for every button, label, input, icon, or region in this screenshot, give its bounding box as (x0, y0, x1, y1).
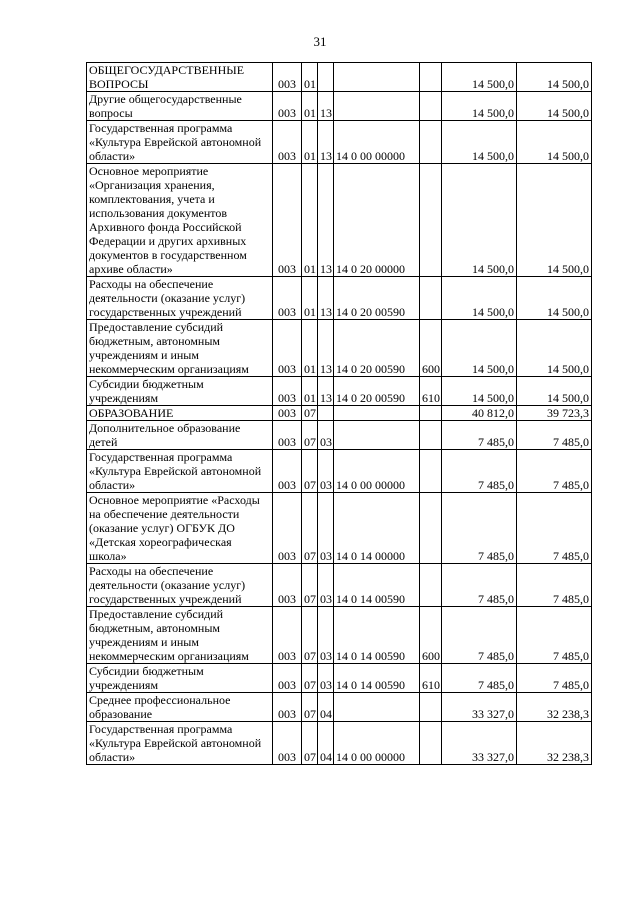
table-row (87, 564, 592, 607)
row-subsection-code (318, 406, 334, 421)
row-subsection-code: 13 (318, 320, 334, 377)
table-row (87, 277, 592, 320)
row-amount-year1: 33 327,0 (442, 693, 517, 722)
row-name: Другие общегосударственные вопросы (87, 92, 273, 121)
row-amount-year1: 14 500,0 (442, 92, 517, 121)
row-amount-year1: 14 500,0 (442, 377, 517, 406)
row-section-code: 01 (302, 277, 318, 320)
row-subsection-code: 13 (318, 377, 334, 406)
row-amount-year2: 14 500,0 (517, 63, 592, 92)
row-target-code: 14 0 14 00590 (334, 564, 420, 607)
row-target-code: 14 0 20 00590 (334, 377, 420, 406)
row-amount-year2: 7 485,0 (517, 564, 592, 607)
table-row (87, 121, 592, 164)
row-admin-code: 003 (273, 121, 302, 164)
row-expense-type (420, 277, 442, 320)
row-subsection-code: 03 (318, 421, 334, 450)
row-section-code: 01 (302, 92, 318, 121)
row-amount-year2: 39 723,3 (517, 406, 592, 421)
row-amount-year1: 33 327,0 (442, 722, 517, 765)
row-admin-code: 003 (273, 92, 302, 121)
row-expense-type: 610 (420, 664, 442, 693)
row-amount-year1: 14 500,0 (442, 121, 517, 164)
row-expense-type (420, 493, 442, 564)
row-expense-type (420, 164, 442, 277)
row-subsection-code: 03 (318, 564, 334, 607)
row-subsection-code: 03 (318, 493, 334, 564)
budget-table (86, 62, 592, 765)
row-amount-year1: 7 485,0 (442, 664, 517, 693)
row-admin-code: 003 (273, 377, 302, 406)
table-row (87, 664, 592, 693)
row-admin-code: 003 (273, 607, 302, 664)
row-amount-year1: 40 812,0 (442, 406, 517, 421)
row-amount-year1: 7 485,0 (442, 564, 517, 607)
table-row (87, 92, 592, 121)
table-row (87, 406, 592, 421)
row-amount-year1: 7 485,0 (442, 493, 517, 564)
row-expense-type (420, 693, 442, 722)
row-admin-code: 003 (273, 450, 302, 493)
row-expense-type (420, 92, 442, 121)
row-admin-code: 003 (273, 493, 302, 564)
table-row (87, 693, 592, 722)
row-name: Субсидии бюджетным учреждениям (87, 377, 273, 406)
row-amount-year1: 7 485,0 (442, 450, 517, 493)
row-section-code: 07 (302, 406, 318, 421)
row-section-code: 07 (302, 693, 318, 722)
row-expense-type (420, 406, 442, 421)
row-target-code (334, 421, 420, 450)
row-section-code: 01 (302, 63, 318, 92)
table-row (87, 164, 592, 277)
row-expense-type: 610 (420, 377, 442, 406)
row-subsection-code: 03 (318, 664, 334, 693)
row-name: Государственная программа «Культура Еврейской автономной области» (87, 722, 273, 765)
row-amount-year2: 7 485,0 (517, 450, 592, 493)
row-amount-year2: 32 238,3 (517, 693, 592, 722)
row-name: ОБРАЗОВАНИЕ (87, 406, 273, 421)
row-name: Среднее профессиональное образование (87, 693, 273, 722)
row-admin-code: 003 (273, 664, 302, 693)
row-admin-code: 003 (273, 421, 302, 450)
row-admin-code: 003 (273, 406, 302, 421)
row-expense-type: 600 (420, 320, 442, 377)
row-amount-year2: 7 485,0 (517, 493, 592, 564)
table-row (87, 722, 592, 765)
row-section-code: 01 (302, 121, 318, 164)
row-admin-code: 003 (273, 277, 302, 320)
row-target-code: 14 0 14 00000 (334, 493, 420, 564)
row-target-code: 14 0 14 00590 (334, 664, 420, 693)
row-section-code: 07 (302, 421, 318, 450)
row-subsection-code (318, 63, 334, 92)
row-amount-year2: 14 500,0 (517, 92, 592, 121)
table-row (87, 493, 592, 564)
row-expense-type (420, 121, 442, 164)
row-amount-year1: 14 500,0 (442, 63, 517, 92)
row-section-code: 01 (302, 164, 318, 277)
row-name: Расходы на обеспечение деятельности (оказание услуг) государственных учреждений (87, 564, 273, 607)
table-row (87, 450, 592, 493)
row-section-code: 07 (302, 664, 318, 693)
row-target-code (334, 92, 420, 121)
table-row (87, 63, 592, 92)
row-subsection-code: 13 (318, 164, 334, 277)
row-subsection-code: 13 (318, 92, 334, 121)
row-name: Предоставление субсидий бюджетным, автономным учреждениям и иным некоммерческим организациям (87, 320, 273, 377)
row-amount-year1: 14 500,0 (442, 164, 517, 277)
row-subsection-code: 03 (318, 607, 334, 664)
row-amount-year2: 14 500,0 (517, 377, 592, 406)
row-target-code: 14 0 14 00590 (334, 607, 420, 664)
row-name: Основное мероприятие «Расходы на обеспечение деятельности (оказание услуг) ОГБУК ДО «Детская хореографическая школа» (87, 493, 273, 564)
row-name: Субсидии бюджетным учреждениям (87, 664, 273, 693)
row-target-code: 14 0 20 00000 (334, 164, 420, 277)
row-admin-code: 003 (273, 164, 302, 277)
row-expense-type (420, 722, 442, 765)
row-amount-year2: 7 485,0 (517, 607, 592, 664)
row-amount-year1: 7 485,0 (442, 607, 517, 664)
row-amount-year2: 32 238,3 (517, 722, 592, 765)
row-target-code (334, 693, 420, 722)
row-admin-code: 003 (273, 320, 302, 377)
table-row (87, 421, 592, 450)
row-subsection-code: 03 (318, 450, 334, 493)
row-admin-code: 003 (273, 564, 302, 607)
row-name: Государственная программа «Культура Еврейской автономной области» (87, 121, 273, 164)
row-section-code: 01 (302, 377, 318, 406)
row-target-code: 14 0 20 00590 (334, 277, 420, 320)
row-name: Предоставление субсидий бюджетным, автономным учреждениям и иным некоммерческим организациям (87, 607, 273, 664)
row-target-code: 14 0 20 00590 (334, 320, 420, 377)
row-expense-type (420, 63, 442, 92)
row-amount-year2: 7 485,0 (517, 664, 592, 693)
row-amount-year2: 14 500,0 (517, 320, 592, 377)
row-name: Государственная программа «Культура Еврейской автономной области» (87, 450, 273, 493)
row-subsection-code: 13 (318, 277, 334, 320)
row-section-code: 07 (302, 722, 318, 765)
row-section-code: 07 (302, 493, 318, 564)
row-target-code: 14 0 00 00000 (334, 722, 420, 765)
row-subsection-code: 13 (318, 121, 334, 164)
row-amount-year1: 7 485,0 (442, 421, 517, 450)
row-expense-type (420, 421, 442, 450)
row-amount-year2: 14 500,0 (517, 121, 592, 164)
page-number: 31 (313, 34, 327, 49)
table-row (87, 607, 592, 664)
row-section-code: 07 (302, 607, 318, 664)
row-target-code: 14 0 00 00000 (334, 450, 420, 493)
row-subsection-code: 04 (318, 693, 334, 722)
row-amount-year1: 14 500,0 (442, 277, 517, 320)
row-name: Основное мероприятие «Организация хранения, комплектования, учета и использования документов Архивного фонда Российской Федерации и других архивных документов в государственном архиве области» (87, 164, 273, 277)
row-admin-code: 003 (273, 63, 302, 92)
row-target-code: 14 0 00 00000 (334, 121, 420, 164)
row-admin-code: 003 (273, 722, 302, 765)
row-name: Расходы на обеспечение деятельности (оказание услуг) государственных учреждений (87, 277, 273, 320)
table-row (87, 320, 592, 377)
row-amount-year2: 7 485,0 (517, 421, 592, 450)
table-row (87, 377, 592, 406)
row-name: ОБЩЕГОСУДАРСТВЕННЫЕ ВОПРОСЫ (87, 63, 273, 92)
row-amount-year1: 14 500,0 (442, 320, 517, 377)
row-expense-type (420, 564, 442, 607)
row-section-code: 07 (302, 564, 318, 607)
row-name: Дополнительное образование детей (87, 421, 273, 450)
row-subsection-code: 04 (318, 722, 334, 765)
row-admin-code: 003 (273, 693, 302, 722)
row-section-code: 07 (302, 450, 318, 493)
row-expense-type: 600 (420, 607, 442, 664)
row-amount-year2: 14 500,0 (517, 164, 592, 277)
row-amount-year2: 14 500,0 (517, 277, 592, 320)
row-expense-type (420, 450, 442, 493)
row-target-code (334, 406, 420, 421)
row-target-code (334, 63, 420, 92)
row-section-code: 01 (302, 320, 318, 377)
